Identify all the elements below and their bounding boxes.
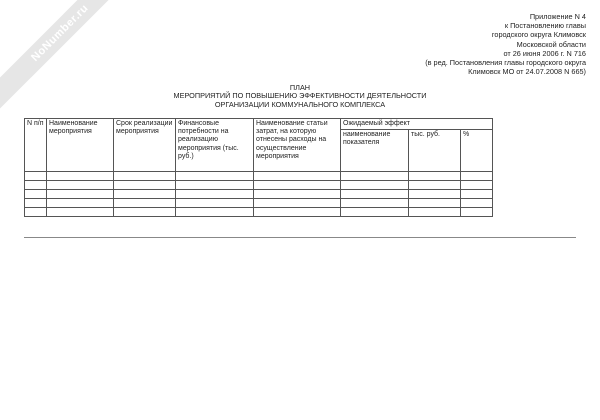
table-cell — [25, 190, 47, 199]
title-line: ОРГАНИЗАЦИИ КОММУНАЛЬНОГО КОМПЛЕКСА — [214, 99, 386, 109]
table-cell — [341, 190, 409, 199]
table-cell — [176, 181, 254, 190]
header-percent: % — [461, 130, 493, 172]
header-name: Наименование мероприятия — [47, 119, 114, 172]
title-line: МЕРОПРИЯТИЙ ПО ПОВЫШЕНИЮ ЭФФЕКТИВНОСТИ ДЕЯТЕЛЬНОСТИ — [173, 91, 427, 101]
table-cell — [176, 172, 254, 181]
table-cell — [114, 208, 176, 217]
table-cell — [176, 199, 254, 208]
table-cell — [114, 172, 176, 181]
table-cell — [47, 172, 114, 181]
table-cell — [25, 208, 47, 217]
header-effect: Ожидаемый эффект — [341, 119, 493, 130]
table-cell — [114, 190, 176, 199]
appendix-line: Приложение N 4 — [529, 12, 586, 21]
table-cell — [461, 190, 493, 199]
table-cell — [254, 208, 341, 217]
table-cell — [254, 172, 341, 181]
watermark: NoNumber.ru — [0, 0, 138, 111]
appendix-line: Климовск МО от 24.07.2008 N 665) — [468, 67, 586, 77]
table-cell — [47, 199, 114, 208]
table-cell — [341, 208, 409, 217]
table-cell — [47, 208, 114, 217]
table-cell — [409, 181, 461, 190]
appendix-line: (в ред. Постановления главы городского округа — [425, 58, 586, 68]
table-cell — [25, 172, 47, 181]
table-cell — [409, 172, 461, 181]
appendix-line: городского округа Климовск — [491, 30, 586, 40]
table-cell — [409, 208, 461, 217]
divider — [24, 237, 576, 238]
table-cell — [341, 199, 409, 208]
header-indicator: наименование показателя — [341, 130, 409, 172]
header-cost-item: Наименование статьи затрат, на которую отнесены расходы на осуществление мероприятия — [254, 119, 341, 172]
table-cell — [25, 199, 47, 208]
table-cell — [176, 190, 254, 199]
header-thousand-rub: тыс. руб. — [409, 130, 461, 172]
table-cell — [341, 181, 409, 190]
table-cell — [254, 199, 341, 208]
plan-table — [24, 118, 493, 217]
table-cell — [461, 181, 493, 190]
header-num: N п/п — [25, 119, 47, 172]
table-cell — [409, 190, 461, 199]
table-cell — [25, 181, 47, 190]
table-row — [25, 199, 493, 208]
appendix-line: Московской области — [516, 39, 586, 49]
table-row — [25, 208, 493, 217]
table-row — [25, 190, 493, 199]
table-cell — [176, 208, 254, 217]
table-cell — [47, 190, 114, 199]
table-row — [25, 181, 493, 190]
title-line: ПЛАН — [289, 83, 311, 92]
table-cell — [114, 181, 176, 190]
document-title — [0, 84, 600, 109]
table-cell — [47, 181, 114, 190]
table-cell — [461, 208, 493, 217]
table-cell — [409, 199, 461, 208]
table-cell — [461, 172, 493, 181]
appendix-line: к Постановлению главы — [504, 21, 586, 31]
table-cell — [254, 190, 341, 199]
table-row — [25, 172, 493, 181]
table-cell — [114, 199, 176, 208]
header-finance: Финансовые потребности на реализацию мероприятия (тыс. руб.) — [176, 119, 254, 172]
header-term: Срок реализации мероприятия — [114, 119, 176, 172]
appendix-note — [425, 12, 586, 76]
table-cell — [254, 181, 341, 190]
table-cell — [461, 199, 493, 208]
appendix-line: от 26 июня 2006 г. N 716 — [503, 48, 586, 58]
table-cell — [341, 172, 409, 181]
